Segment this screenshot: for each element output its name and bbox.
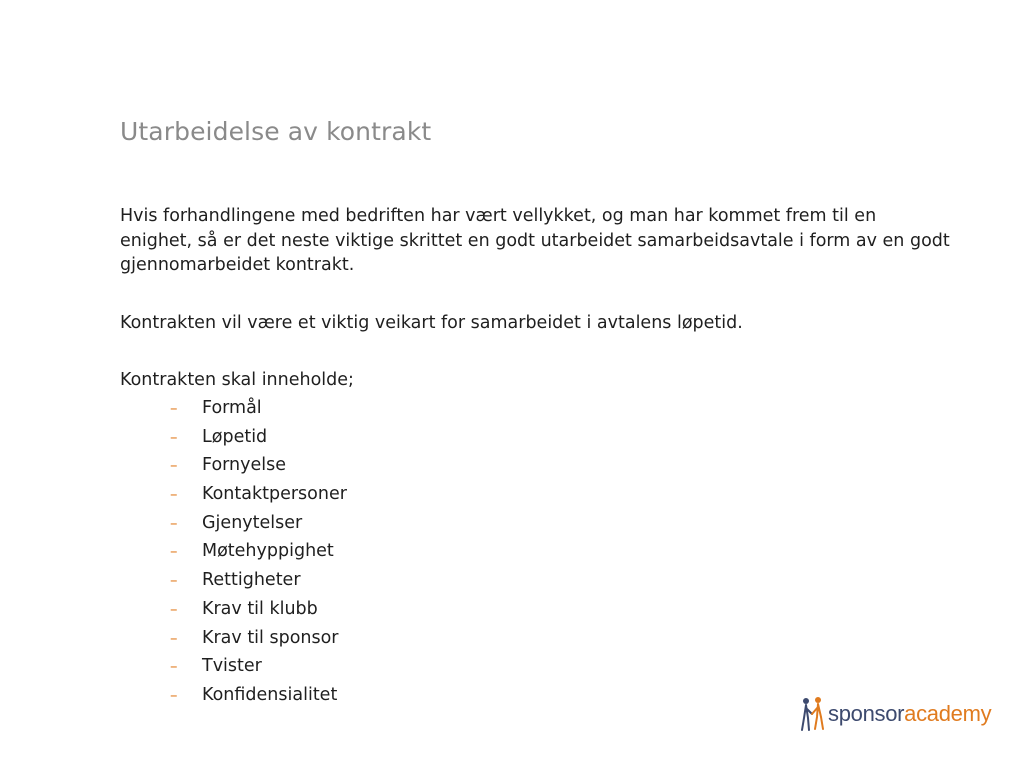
bullet-dash-icon: – xyxy=(170,513,178,532)
list-item: – Tvister xyxy=(170,652,347,681)
people-figures-icon xyxy=(800,696,826,732)
bullet-dash-icon: – xyxy=(170,399,178,417)
list-item: – Krav til klubb xyxy=(170,595,347,624)
sponsor-academy-logo xyxy=(800,694,1000,734)
list-item: – Fornyelse xyxy=(170,451,347,480)
intro-paragraph: Hvis forhandlingene med bedriften har vært vellykket, og man har kommet frem til en enighet, så er det neste viktige skrittet en godt utarbeidet samarbeidsavtale i form av en godt gjennomarbeidet kontrakt. xyxy=(120,206,950,275)
list-item: – Kontaktpersoner xyxy=(170,480,347,509)
bullet-dash-icon: – xyxy=(170,571,178,590)
bullet-dash-icon: – xyxy=(170,456,178,475)
contract-contents-list xyxy=(170,394,347,710)
list-item: – Konfidensialitet xyxy=(170,681,347,710)
roadmap-paragraph: Kontrakten vil være et viktig veikart for samarbeidet i avtalens løpetid. xyxy=(120,313,743,333)
logo-wordmark: sponsoracademy xyxy=(828,701,992,726)
bullet-dash-icon: – xyxy=(170,485,178,504)
bullet-dash-icon: – xyxy=(170,599,178,618)
list-item: – Formål xyxy=(170,394,347,423)
list-item: – Møtehyppighet xyxy=(170,537,347,566)
bullet-dash-icon: – xyxy=(170,685,178,704)
bullet-dash-icon: – xyxy=(170,657,178,676)
list-item: – Rettigheter xyxy=(170,566,347,595)
list-intro: Kontrakten skal inneholde; xyxy=(120,370,354,390)
list-item: – Løpetid xyxy=(170,423,347,452)
slide-title: Utarbeidelse av kontrakt xyxy=(120,117,432,146)
list-item: – Krav til sponsor xyxy=(170,624,347,653)
bullet-dash-icon: – xyxy=(170,542,178,561)
bullet-dash-icon: – xyxy=(170,427,178,446)
list-item: – Gjenytelser xyxy=(170,509,347,538)
bullet-dash-icon: – xyxy=(170,628,178,647)
